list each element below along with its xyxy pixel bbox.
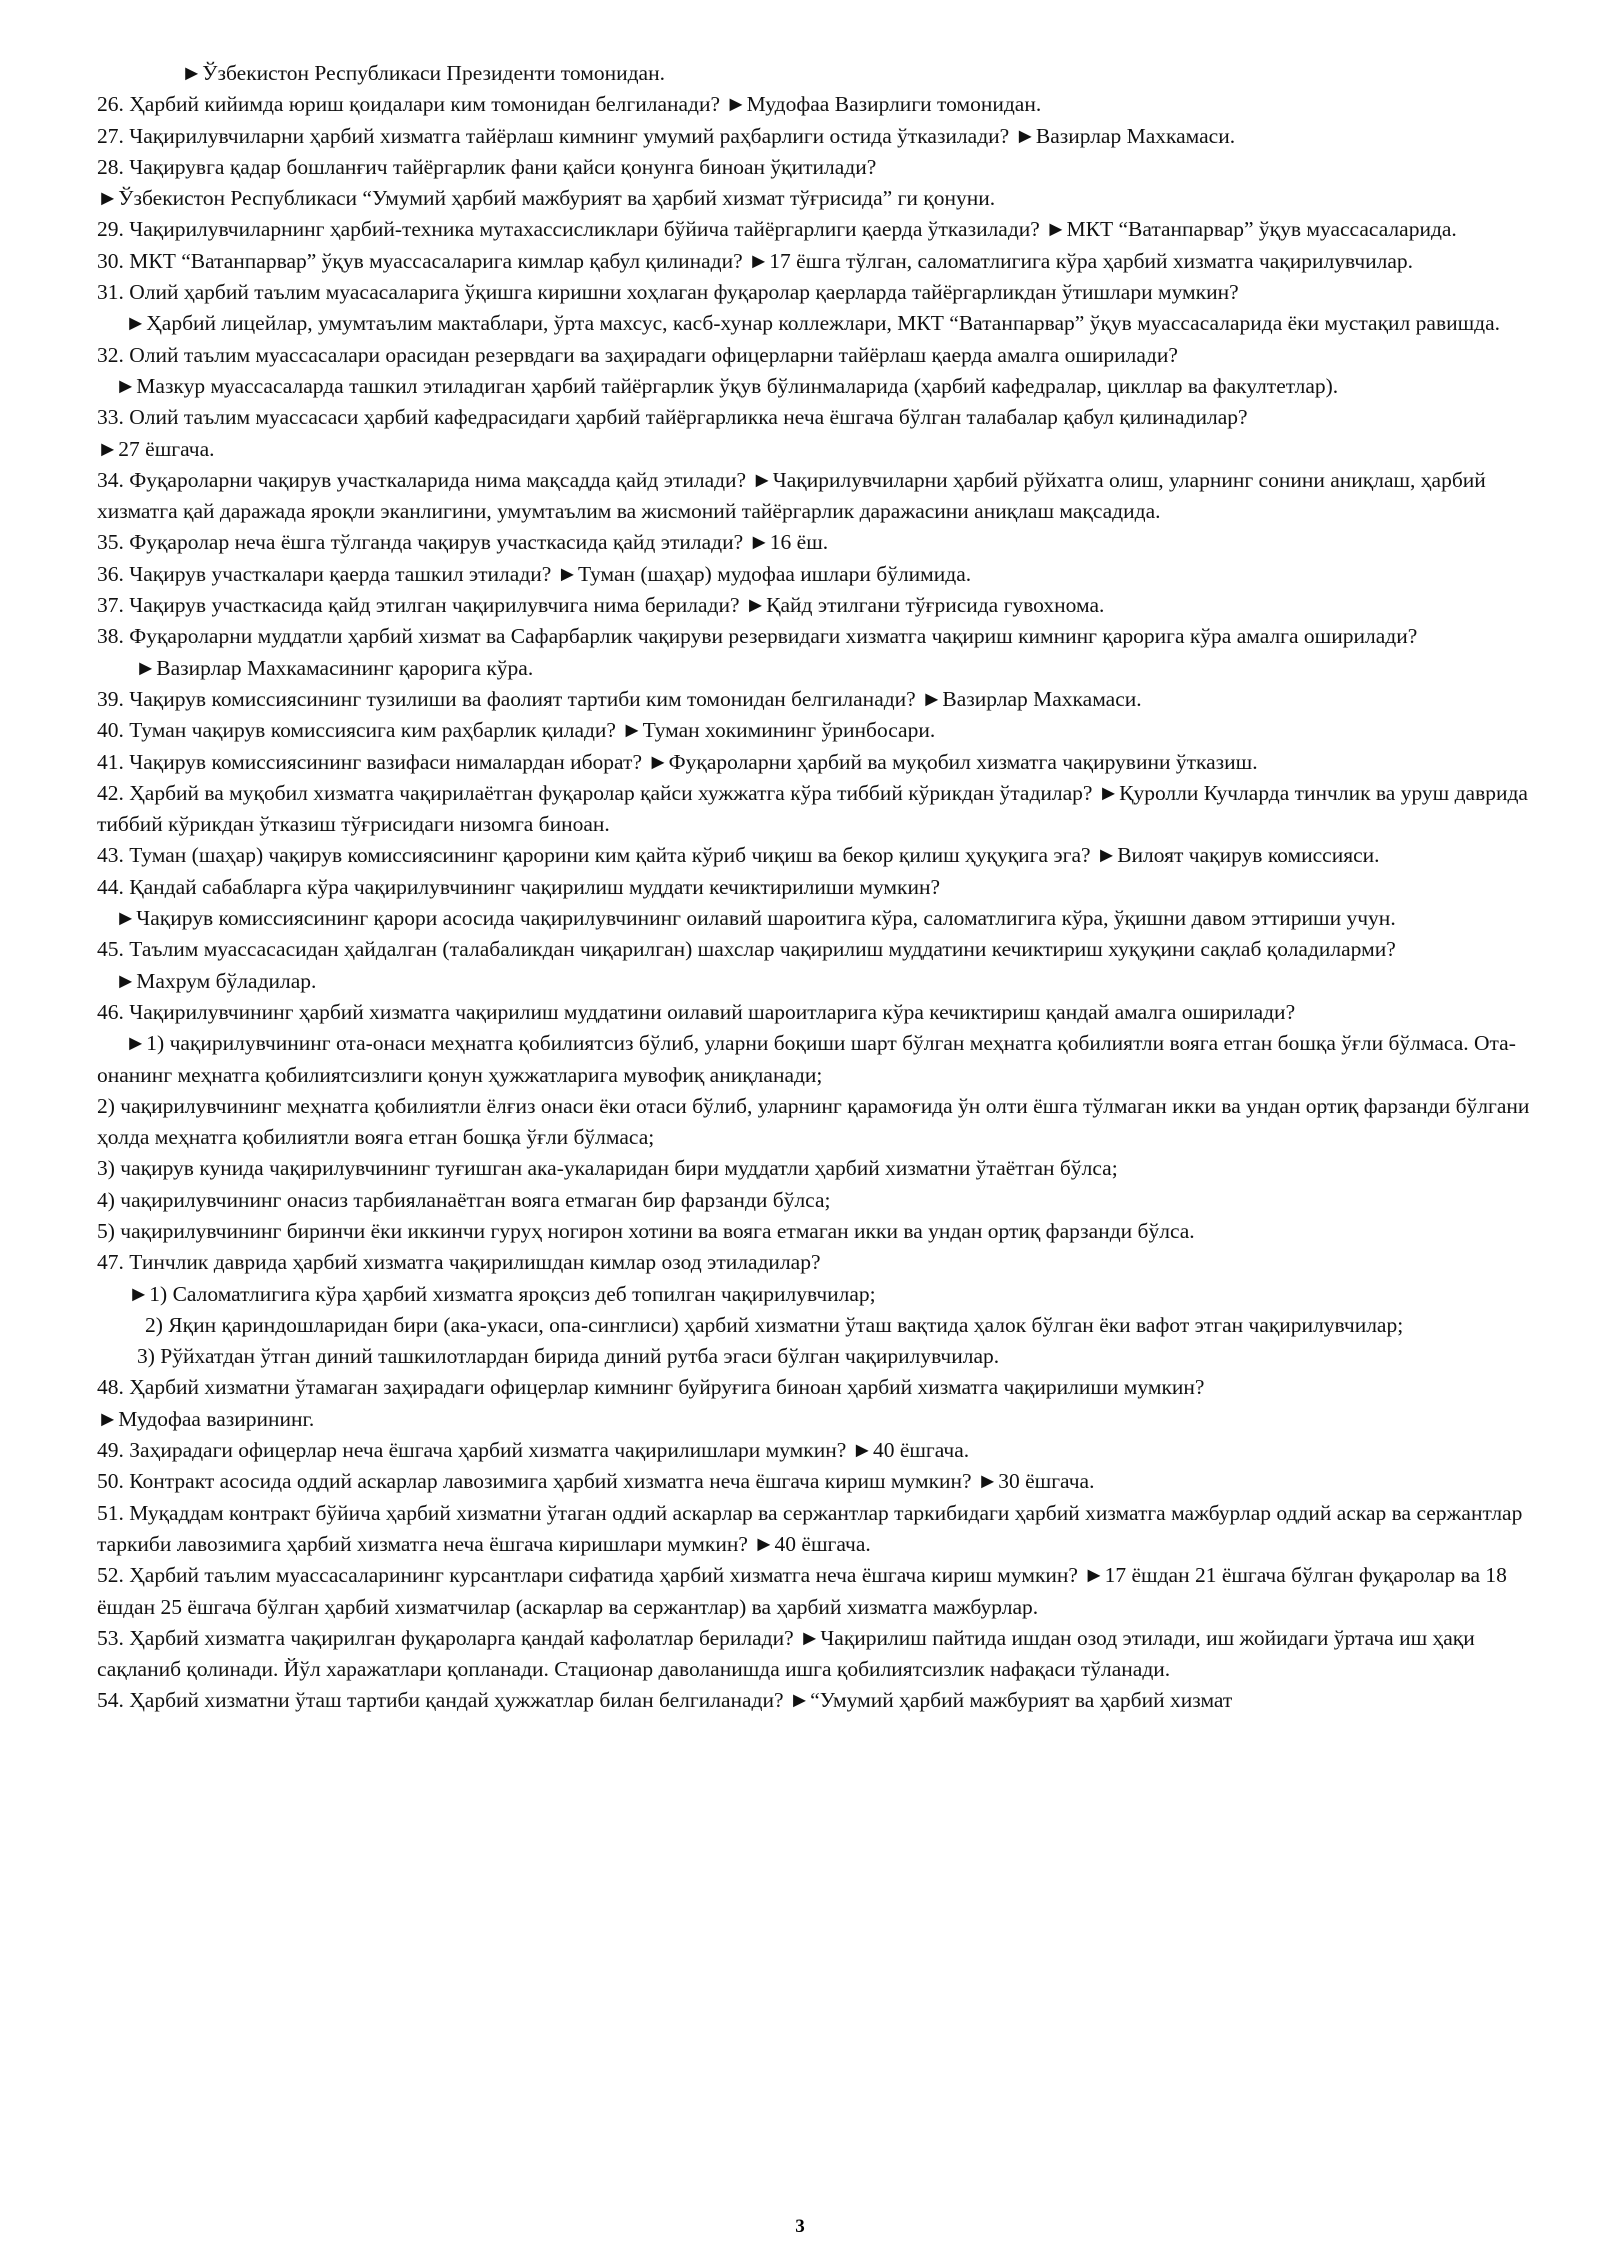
- question-32: 32. Олий таълим муассасалари орасидан резервдаги ва заҳирадаги офицерларни тайёрлаш қаерда амалга оширилади?: [97, 342, 1178, 367]
- question-27: 27. Чақирилувчиларни ҳарбий хизматга тайёрлаш кимнинг умумий раҳбарлиги остида ўтказилади? ►Вазирлар Махкамаси.: [97, 123, 1236, 148]
- answer-44: ►Чақирув комиссиясининг қарори асосида чақирилувчининг оилавий шароитига кўра, саломатлигига кўра, ўқишни давом эттириши учун.: [115, 906, 1396, 931]
- question-44: 44. Қандай сабабларга кўра чақирилувчининг чақирилиш муддати кечиктирилиши мумкин?: [97, 874, 941, 899]
- question-40: 40. Туман чақирув комиссиясига ким раҳбарлик қилади? ►Туман хокимининг ўринбосари.: [97, 718, 936, 743]
- text-line: ►Ўзбекистон Республикаси Президенти томонидан.: [181, 61, 665, 85]
- answer-48: ►Мудофаа вазирининг.: [97, 1406, 315, 1431]
- answer-31: ►Ҳарбий лицейлар, умумтаълим мактаблари, ўрта махсус, касб-хунар коллежлари, МКТ “Ватанпарвар” ўқув муассасаларида ёки мустақил равишда.: [125, 311, 1501, 336]
- answer-46-item-2: 2) чақирилувчининг меҳнатга қобилиятли ёлғиз онаси ёки отаси бўлиб, уларнинг қарамоғида ўн олти ёшга тўлмаган икки ва ундан ортиқ фарзанди бўлгани ҳолда меҳнатга қобилиятли вояга етган бошқа ўғли бўлмаса;: [97, 1093, 1530, 1150]
- question-29: 29. Чақирилувчиларнинг ҳарбий-техника мутахассисликлари бўйича тайёргарлиги қаерда ўтказилади? ►МКТ “Ватанпарвар” ўқув муассасаларида.: [97, 217, 1457, 242]
- question-36: 36. Чақирув участкалари қаерда ташкил этилади? ►Туман (шаҳар) мудофаа ишлари бўлимида.: [97, 561, 972, 586]
- answer-47-item-2: 2) Яқин қариндошларидан бири (ака-укаси, опа-синглиси) ҳарбий хизматни ўташ вақтида ҳалок бўлган ёки вафот этган чақирилувчилар;: [145, 1312, 1404, 1337]
- question-47: 47. Тинчлик даврида ҳарбий хизматга чақирилишдан кимлар озод этиладилар?: [97, 1250, 821, 1275]
- answer-28: ►Ўзбекистон Республикаси “Умумий ҳарбий мажбурият ва ҳарбий хизмат тўғрисида” ги қонуни.: [97, 186, 996, 211]
- answer-32: ►Мазкур муассасаларда ташкил этиладиган ҳарбий тайёргарлик ўқув бўлинмаларида (ҳарбий кафедралар, цикллар ва факултетлар).: [115, 373, 1339, 398]
- question-31: 31. Олий ҳарбий таълим муасасаларига ўқишга киришни хоҳлаган фуқаролар қаерларда тайёргарликдан ўтишлари мумкин?: [97, 280, 1239, 305]
- question-30: 30. МКТ “Ватанпарвар” ўқув муассасаларига кимлар қабул қилинади? ►17 ёшга тўлган, саломатлигига кўра ҳарбий хизматга чақирилувчилар.: [97, 248, 1414, 273]
- question-39: 39. Чақирув комиссиясининг тузилиши ва фаолият тартиби ким томонидан белгиланади? ►Вазирлар Махкамаси.: [97, 686, 1142, 711]
- question-33: 33. Олий таълим муассасаси ҳарбий кафедрасидаги ҳарбий тайёргарликка неча ёшгача бўлган талабалар қабул қилинадилар?: [97, 405, 1248, 430]
- question-48: 48. Ҳарбий хизматни ўтамаган заҳирадаги офицерлар кимнинг буйруғига биноан ҳарбий хизматга чақирилиши мумкин?: [97, 1375, 1205, 1400]
- answer-33: ►27 ёшгача.: [97, 436, 215, 461]
- answer-38: ►Вазирлар Махкамасининг қарорига кўра.: [135, 655, 534, 680]
- answer-46-item-1: ►1) чақирилувчининг ота-онаси меҳнатга қобилиятсиз бўлиб, уларни боқиши шарт бўлган меҳнатга қобилиятли вояга етган бошқа ўғли бўлмаса. Ота-онанинг меҳнатга қобилиятсизлиги қонун ҳужжатларига мувофиқ аниқланади;: [97, 1031, 1516, 1087]
- question-49: 49. Заҳирадаги офицерлар неча ёшгача ҳарбий хизматга чақирилишлари мумкин? ►40 ёшгача.: [97, 1438, 970, 1463]
- question-42: 42. Ҳарбий ва муқобил хизматга чақирилаётган фуқаролар қайси хужжатга кўра тиббий кўрикдан ўтадилар? ►Қуролли Кучларда тинчлик ва уруш даврида тиббий кўрикдан ўтказиш тўғрисидаги низомга биноан.: [97, 780, 1528, 837]
- question-37: 37. Чақирув участкасида қайд этилган чақирилувчига нима берилади? ►Қайд этилгани тўғрисида гувохнома.: [97, 593, 1105, 618]
- question-54: 54. Ҳарбий хизматни ўташ тартиби қандай ҳужжатлар билан белгиланади? ►“Умумий ҳарбий мажбурият ва ҳарбий хизмат: [97, 1688, 1233, 1713]
- answer-47-item-3: 3) Рўйхатдан ўтган диний ташкилотлардан бирида диний рутба эгаси бўлган чақирилувчилар.: [137, 1344, 1000, 1369]
- question-38: 38. Фуқароларни муддатли ҳарбий хизмат ва Сафарбарлик чақируви резервидаги хизматга чақириш кимнинг қарорига кўра амалга оширилади?: [97, 624, 1418, 649]
- question-53: 53. Ҳарбий хизматга чақирилган фуқароларга қандай кафолатлар берилади? ►Чақирилиш пайтида ишдан озод этилади, иш жойидаги ўртача иш ҳақи сақланиб қолинади. Йўл харажатлари қопланади. Стационар даволанишда ишга қобилиятсизлик нафақаси тўланади.: [97, 1625, 1475, 1682]
- question-52: 52. Ҳарбий таълим муассасаларининг курсантлари сифатида ҳарбий хизматга неча ёшгача кириш мумкин? ►17 ёшдан 21 ёшгача бўлган фуқаролар ва 18 ёшдан 25 ёшгача бўлган ҳарбий хизматчилар (аскарлар ва сержантлар) ва ҳарбий хизматга мажбурлар.: [97, 1563, 1507, 1619]
- question-46: 46. Чақирилувчининг ҳарбий хизматга чақирилиш муддатини оилавий шароитларига кўра кечиктириш қандай амалга оширилади?: [97, 999, 1296, 1024]
- question-51: 51. Муқаддам контракт бўйича ҳарбий хизматни ўтаган оддий аскарлар ва сержантлар таркибидаги ҳарбий хизматга мажбурлар оддий аскар ва сержантлар таркиби лавозимига ҳарбий хизматга неча ёшгача киришлари мумкин? ►40 ёшгача.: [97, 1500, 1523, 1556]
- answer-46-item-4: 4) чақирилувчининг онасиз тарбияланаётган вояга етмаган бир фарзанди бўлса;: [97, 1187, 831, 1212]
- question-28: 28. Чақирувга қадар бошланғич тайёргарлик фани қайси қонунга биноан ўқитилади?: [97, 154, 877, 179]
- question-43: 43. Туман (шаҳар) чақирув комиссиясининг қарорини ким қайта кўриб чиқиш ва бекор қилиш ҳуқуқига эга? ►Вилоят чақирув комиссияси.: [97, 843, 1380, 868]
- question-41: 41. Чақирув комиссиясининг вазифаси нималардан иборат? ►Фуқароларни ҳарбий ва муқобил хизматга чақирувини ўтказиш.: [97, 749, 1258, 774]
- answer-47-item-1: ►1) Саломатлигига кўра ҳарбий хизматга яроқсиз деб топилган чақирилувчилар;: [128, 1281, 876, 1306]
- answer-46-item-3: 3) чақирув кунида чақирилувчининг туғишган ака-укаларидан бири муддатли ҳарбий хизматни ўтаётган бўлса;: [97, 1156, 1118, 1181]
- question-34: 34. Фуқароларни чақирув участкаларида нима мақсадда қайд этилади? ►Чақирилувчиларни ҳарбий рўйхатга олиш, уларнинг сонини аниқлаш, ҳарбий хизматга қай даражада яроқли эканлигини, умумтаълим ва жисмоний тайёргарлик даражасини аниқлаш мақсадида.: [97, 467, 1486, 524]
- question-45: 45. Таълим муассасасидан ҳайдалган (талабаликдан чиқарилган) шахслар чақирилиш муддатини кечиктириш хуқуқини сақлаб қоладиларми?: [97, 937, 1396, 962]
- question-26: 26. Ҳарбий кийимда юриш қоидалари ким томонидан белгиланади? ►Мудофаа Вазирлиги томонидан.: [97, 92, 1042, 117]
- question-50: 50. Контракт асосида оддий аскарлар лавозимига ҳарбий хизматга неча ёшгача кириш мумкин? ►30 ёшгача.: [97, 1469, 1095, 1494]
- page-number: 3: [795, 2216, 805, 2237]
- answer-45: ►Махрум бўладилар.: [115, 968, 317, 993]
- answer-46-item-5: 5) чақирилувчининг биринчи ёки иккинчи гуруҳ ногирон хотини ва вояга етмаган икки ва ундан ортиқ фарзанди бўлса.: [97, 1218, 1195, 1243]
- question-35: 35. Фуқаролар неча ёшга тўлганда чақирув участкасида қайд этилади? ►16 ёш.: [97, 530, 829, 555]
